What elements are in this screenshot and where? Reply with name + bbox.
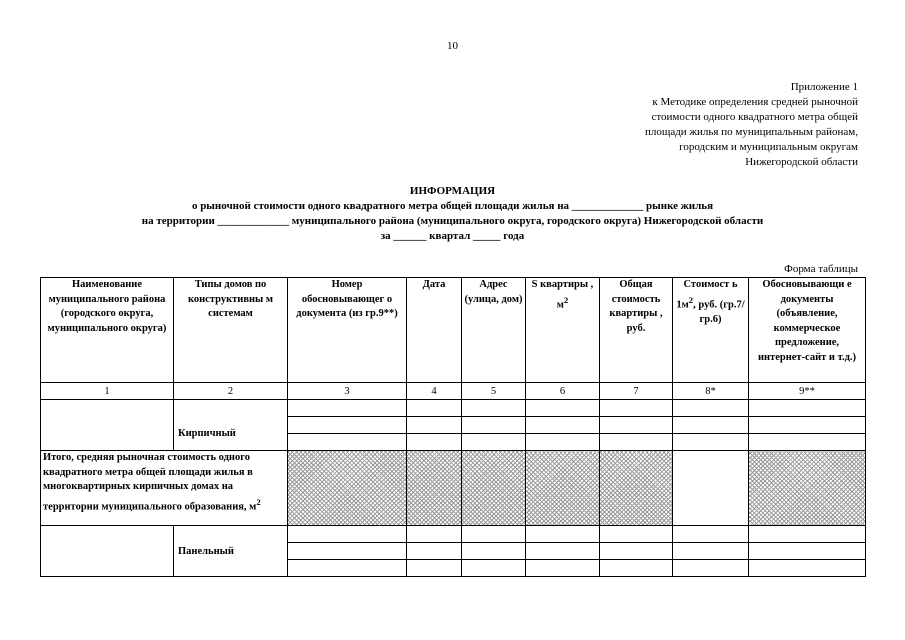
column-number: 6 (526, 383, 600, 400)
column-number: 2 (174, 383, 288, 400)
title-line-3: за ______ квартал _____ года (380, 230, 525, 242)
appendix-line: к Методике определения средней рыночной (652, 96, 858, 108)
hatched-cell (288, 451, 407, 526)
header-municipality: Наименование муниципального района (городского округа, муниципального округа) (41, 278, 174, 383)
hatched-cell (600, 451, 673, 526)
header-address: Адрес (улица, дом) (462, 278, 526, 383)
table-row (41, 400, 866, 417)
hatched-cell (526, 451, 600, 526)
column-number-row (41, 383, 866, 400)
type-spacer (174, 400, 288, 417)
header-area: S квартиры , $м^2$ (526, 278, 600, 383)
appendix-note (558, 80, 858, 170)
hatched-cell (462, 451, 526, 526)
appendix-line: городским и муниципальным округам (679, 141, 858, 153)
form-label: Форма таблицы (784, 263, 858, 275)
column-number: 3 (288, 383, 407, 400)
average-value-cell (673, 451, 749, 526)
hatched-cell (749, 451, 866, 526)
column-number: 9** (749, 383, 866, 400)
appendix-line: площади жилья по муниципальным районам, (644, 126, 858, 138)
appendix-line: Приложение 1 (790, 81, 858, 93)
appendix-line: стоимости одного квадратного метра общей (651, 111, 858, 123)
column-number: 1 (41, 383, 174, 400)
header-date: Дата (407, 278, 462, 383)
header-house-type: Типы домов по конструктивны м системам (174, 278, 288, 383)
appendix-line: Нижегородской области (745, 156, 858, 168)
type-brick-label: Кирпичный (174, 417, 288, 451)
hatched-cell (407, 451, 462, 526)
header-row (41, 278, 866, 383)
column-number: 5 (462, 383, 526, 400)
header-supporting-docs: Обосновывающи е документы (объявление, коммерческое предложение, интернет-сайт и т.д.) (749, 278, 866, 383)
total-brick-label: Итого, средняя рыночная стоимость одного квадратного метра общей площади жилья в многоквартирных кирпичных домах на территории муниципального образования, $м^2$ (41, 451, 288, 526)
title-line-1: о рыночной стоимости одного квадратного метра общей площади жилья на _____________ рынке жилья (191, 200, 714, 212)
type-panel-label: Панельный (174, 526, 288, 577)
column-number: 8* (673, 383, 749, 400)
price-table (40, 277, 866, 577)
title-heading: ИНФОРМАЦИЯ (409, 185, 496, 197)
column-number: 7 (600, 383, 673, 400)
header-total-cost: Общая стоимость квартиры , руб. (600, 278, 673, 383)
table-row (41, 526, 866, 543)
municipality-cell (41, 526, 174, 577)
document-title (0, 184, 905, 244)
header-doc-number: Номер обосновывающег о документа (из гр.9**) (288, 278, 407, 383)
total-row (41, 451, 866, 526)
title-line-2: на территории _____________ муниципального района (муниципального округа, городского округа) Нижегородской области (141, 215, 764, 227)
column-number: 4 (407, 383, 462, 400)
municipality-cell (41, 400, 174, 451)
header-cost-per-m2: Стоимост ь $1м^2$, руб. (гр.7/гр.6) (673, 278, 749, 383)
page-number: 10 (447, 40, 458, 52)
